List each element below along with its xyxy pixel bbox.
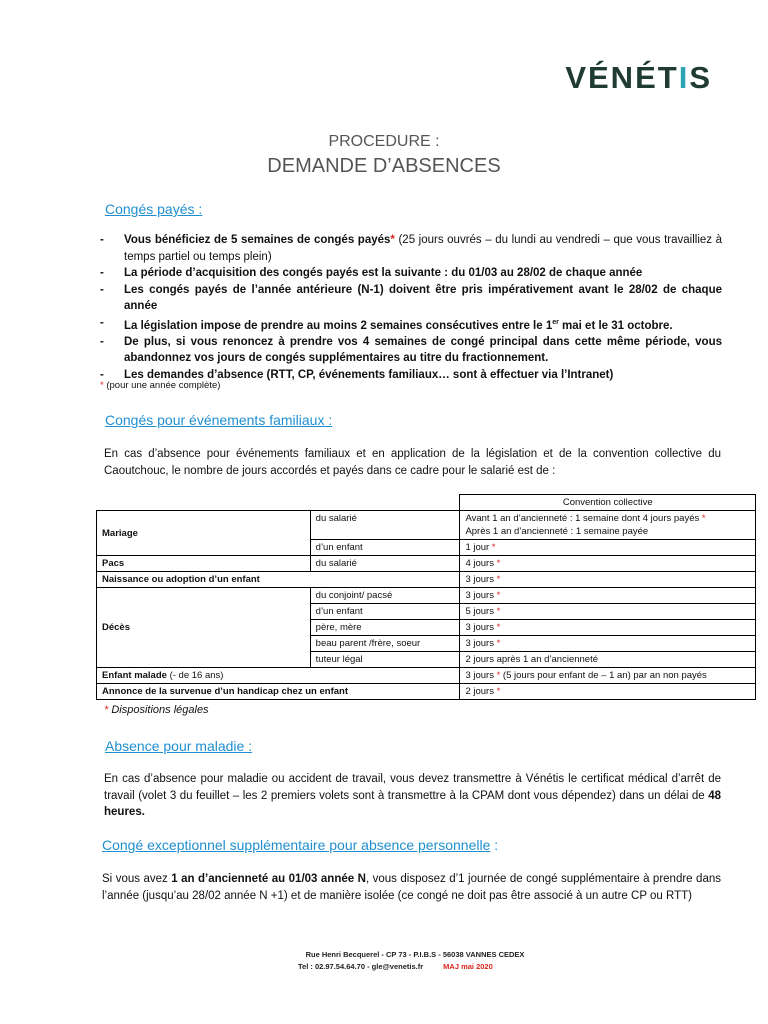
- maladie-text: En cas d’absence pour maladie ou accident de travail, vous devez transmettre à Vénétis le certificat médical d’arrêt de travail (volet 3 du feuillet – les 2 premiers volets sont à transmettre à la CPAM dont vous dépendez) dans un délai de 48 heures.: [104, 773, 721, 818]
- row-sub-du-salarie: du salarié: [310, 511, 460, 540]
- list-item: - De plus, si vous renoncez à prendre vos 4 semaines de congé principal dans cette même période, vous abandonnez vos jours de congés supplémentaires au titre du fractionnement.: [100, 335, 722, 365]
- venetis-logo: [565, 60, 712, 96]
- conges-payes-list: [100, 232, 722, 383]
- row-sub-deces-tuteur: tuteur légal: [310, 652, 460, 668]
- footer-address: Rue Henri Becquerel - CP 73 - P.I.B.S - 56038 VANNES CEDEX: [305, 950, 525, 959]
- cell-enfant-malade: 3 jours * (5 jours pour enfant de – 1 an) par an non payés: [460, 668, 756, 684]
- list-item: - La période d’acquisition des congés payés est la suivante : du 01/03 au 28/02 de chaque année: [100, 267, 643, 279]
- footer-update-date: MAJ mai 2020: [443, 962, 493, 971]
- cell-mariage-enfant: 1 jour *: [460, 540, 756, 556]
- evenements-intro: En cas d’absence pour événements familiaux et en application de la législation et de la convention collective du Caoutchouc, le nombre de jours accordés et payés dans ce cadre pour le salarié est de :: [104, 448, 721, 477]
- procedure-title: PROCEDURE :: [328, 133, 440, 150]
- cell-deces-enfant: 5 jours *: [460, 604, 756, 620]
- row-sub-pacs: du salarié: [310, 556, 460, 572]
- list-item: - Vous bénéficiez de 5 semaines de congés payés* (25 jours ouvrés – du lundi au vendredi – que vous travailliez à temps partiel ou temps plein): [100, 234, 722, 263]
- table-row: [97, 556, 756, 572]
- row-label-naissance: Naissance ou adoption d’un enfant: [97, 572, 460, 588]
- row-label-mariage: Mariage: [97, 511, 311, 556]
- cell-deces-beau-parent: 3 jours *: [460, 636, 756, 652]
- row-sub-dun-enfant: d’un enfant: [310, 540, 460, 556]
- footer-contact: Tel : 02.97.54.64.70 - gle@venetis.fr MAJ mai 2020: [298, 962, 493, 971]
- section-maladie-heading: Absence pour maladie :: [105, 738, 253, 754]
- logo-text-suffix: S: [689, 60, 712, 95]
- row-sub-deces-conjoint: du conjoint/ pacsé: [310, 588, 460, 604]
- cell-deces-parents: 3 jours *: [460, 620, 756, 636]
- section-exceptionnel-heading: Congé exceptionnel supplémentaire pour absence personnelle :: [102, 837, 499, 853]
- table-row: [97, 684, 756, 700]
- exceptionnel-text: Si vous avez 1 an d’ancienneté au 01/03 année N, vous disposez d’1 journée de congé supplémentaire à prendre dans l’année (jusqu’au 28/02 année N +1) et de manière isolée (ce congé ne doit pas être associé à un autre CP ou RTT): [102, 873, 721, 902]
- table-row: [97, 511, 756, 540]
- cell-handicap: 2 jours *: [460, 684, 756, 700]
- table-row: [97, 588, 756, 604]
- conges-payes-note: * (pour une année complète): [100, 380, 221, 391]
- section-conges-payes-heading: Congés payés :: [105, 201, 203, 217]
- table-row: [97, 572, 756, 588]
- row-label-pacs: Pacs: [97, 556, 311, 572]
- cell-pacs: 4 jours *: [460, 556, 756, 572]
- logo-text-accent: I: [678, 60, 690, 95]
- cell-mariage-salarie: Avant 1 an d’ancienneté : 1 semaine dont 4 jours payés * Après 1 an d’ancienneté : 1 semaine payée: [460, 511, 756, 540]
- list-item: - La législation impose de prendre au moins 2 semaines consécutives entre le 1er mai et le 31 octobre.: [100, 316, 673, 332]
- section-evenements-heading: Congés pour événements familiaux :: [105, 412, 333, 428]
- row-sub-deces-enfant: d’un enfant: [310, 604, 460, 620]
- cell-deces-conjoint: 3 jours *: [460, 588, 756, 604]
- table-row: [97, 495, 756, 511]
- row-label-enfant-malade: Enfant malade (- de 16 ans): [97, 668, 460, 684]
- list-item: - Les demandes d’absence (RTT, CP, événements familiaux… sont à effectuer via l’Intranet): [100, 368, 614, 381]
- cell-naissance: 3 jours *: [460, 572, 756, 588]
- table-footnote: * Dispositions légales: [104, 704, 209, 716]
- row-sub-deces-parents: père, mère: [310, 620, 460, 636]
- table-header-convention: Convention collective: [460, 495, 756, 511]
- row-sub-deces-beau-parent: beau parent /frère, soeur: [310, 636, 460, 652]
- row-label-handicap: Annonce de la survenue d’un handicap chez un enfant: [97, 684, 460, 700]
- table-row: [97, 668, 756, 684]
- cell-deces-tuteur: 2 jours après 1 an d’ancienneté: [460, 652, 756, 668]
- logo-text-prefix: VÉNÉT: [565, 60, 679, 95]
- document-title: DEMANDE D’ABSENCES: [267, 155, 501, 177]
- list-item: - Les congés payés de l’année antérieure (N-1) doivent être pris impérativement avant le 28/02 de chaque année: [100, 283, 722, 312]
- row-label-deces: Décès: [97, 588, 311, 668]
- convention-table: [96, 494, 756, 700]
